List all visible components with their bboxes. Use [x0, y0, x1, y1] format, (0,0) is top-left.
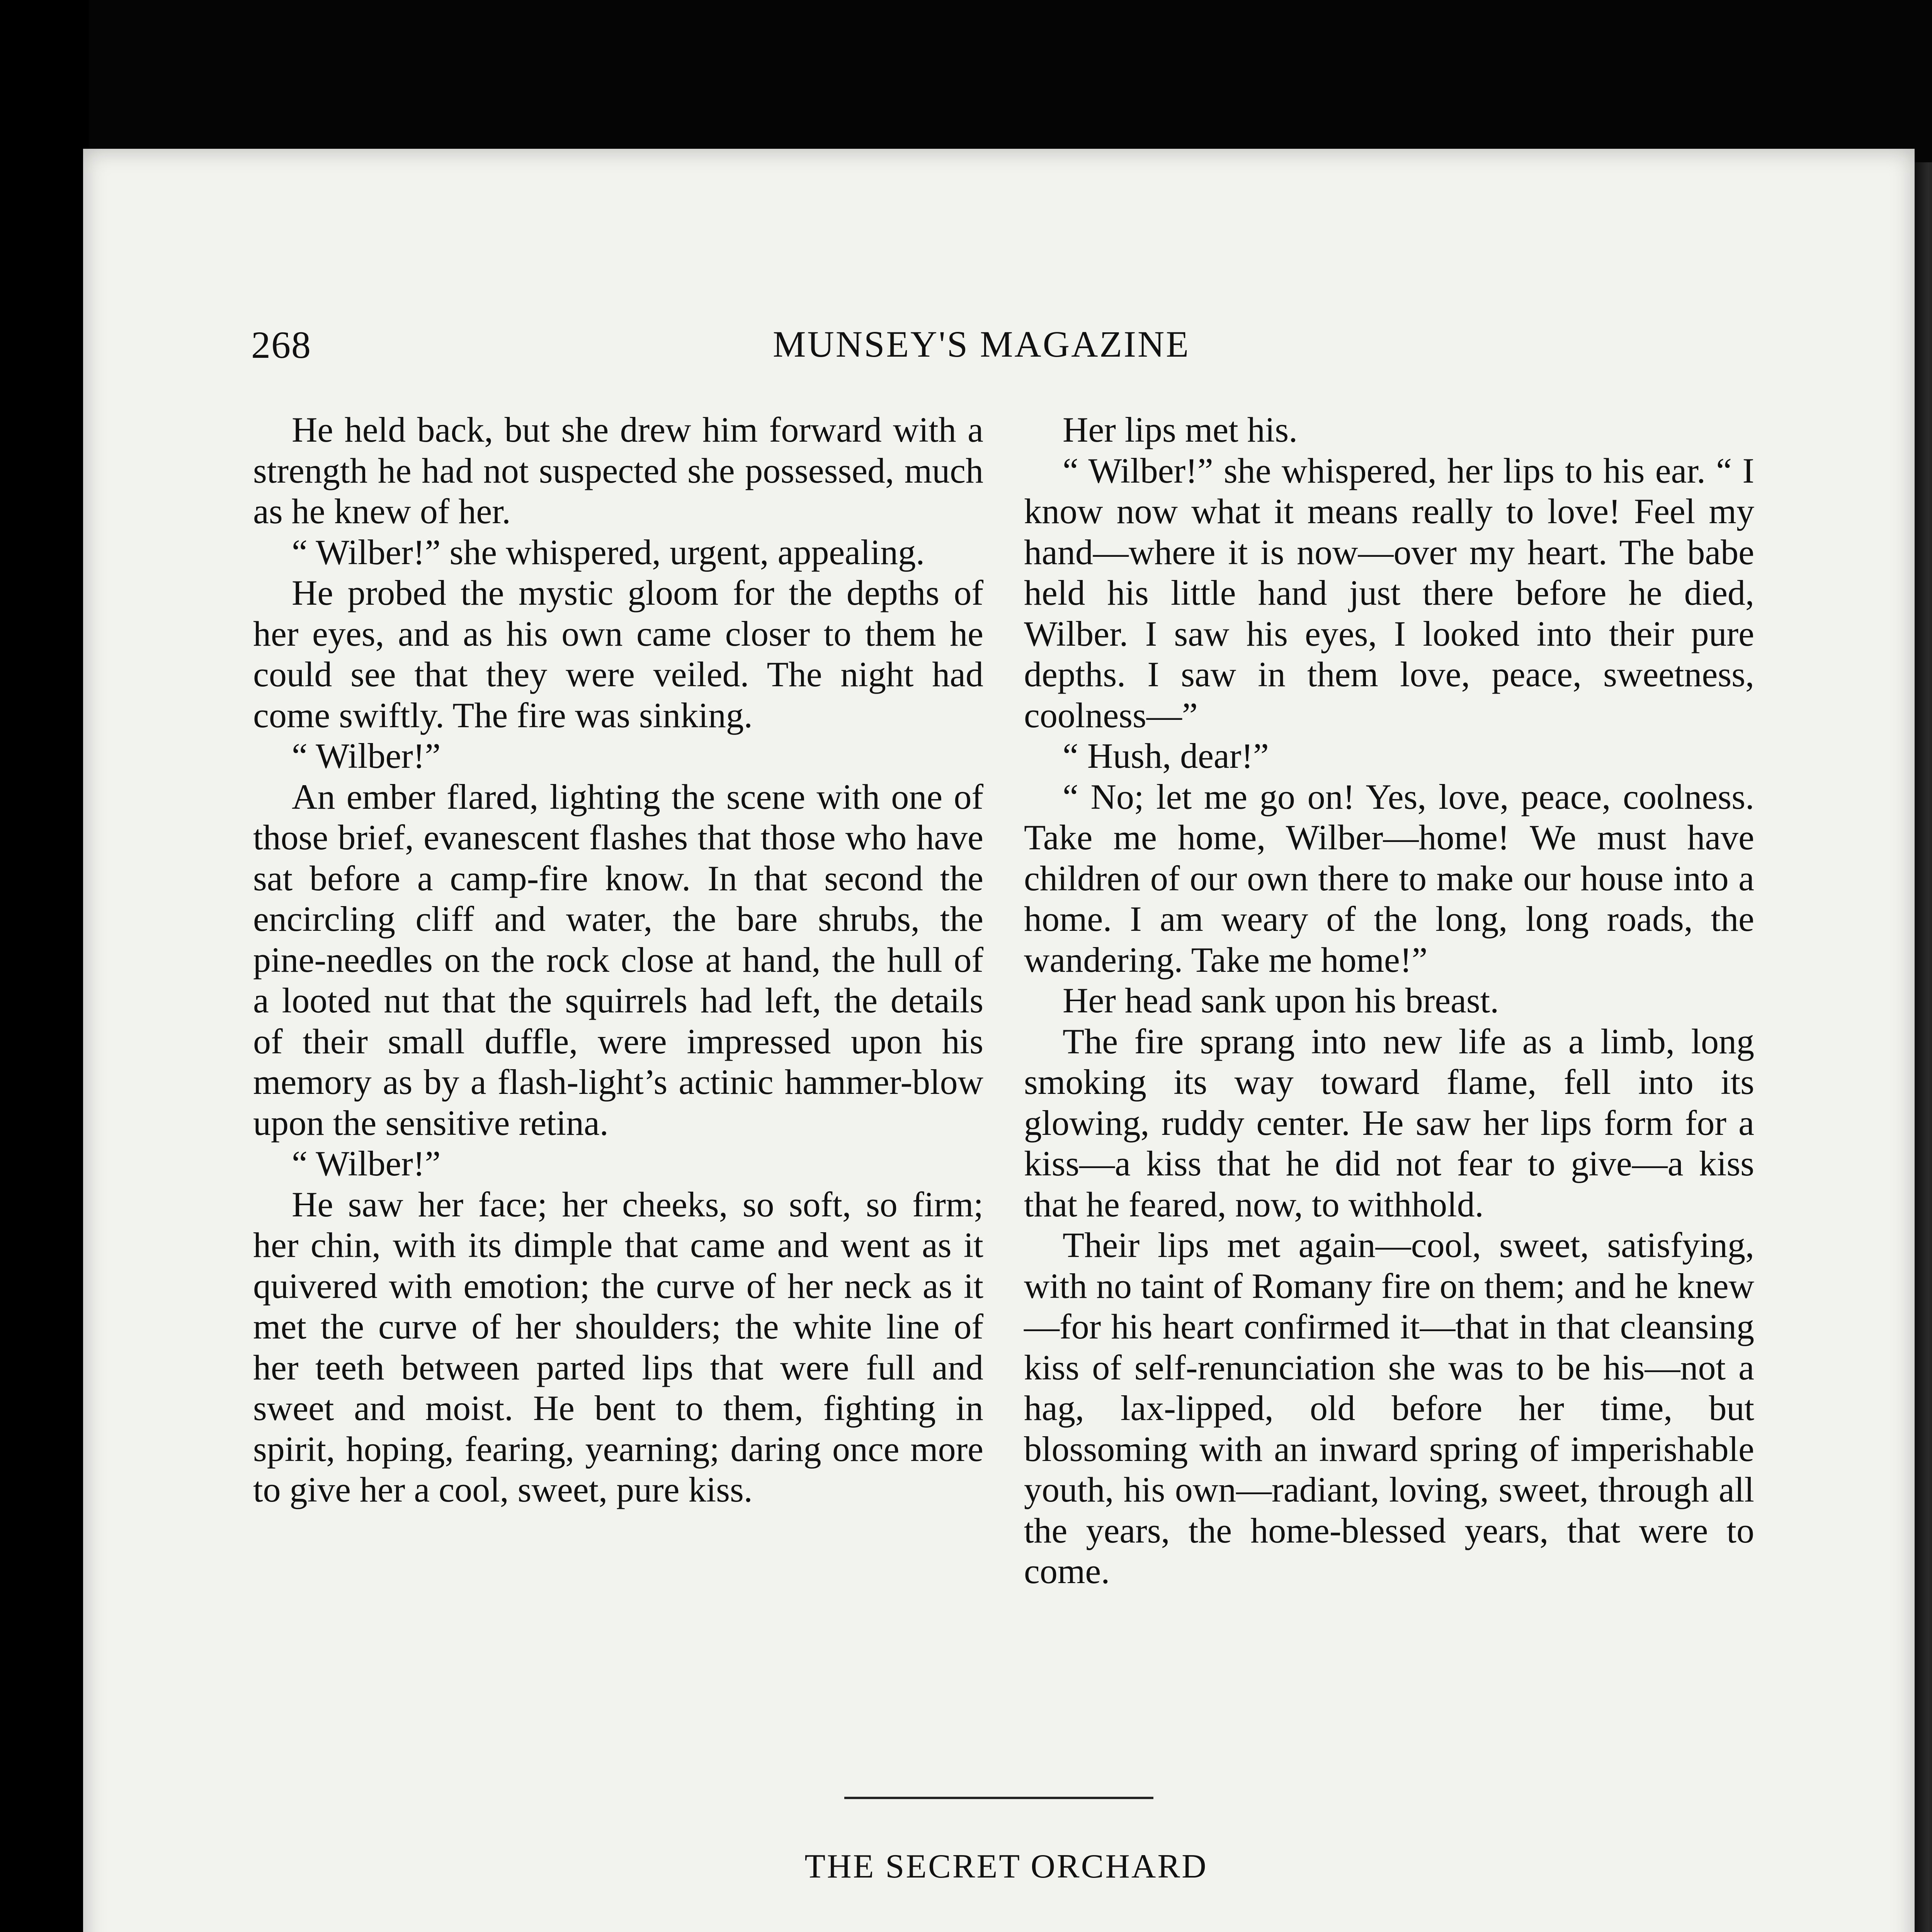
paragraph: He probed the mystic gloom for the depths of her eyes, and as his own came closer to them he could see that they were veiled. The night had come swiftly. The fire was sinking. — [253, 573, 983, 735]
paragraph: An ember flared, lighting the scene with one of those brief, evanescent flashes that those who have sat before a camp-fire know. In that second the encircling cliff and water, the bare shrubs, the pine-needles on the rock close at hand, the hull of a looted nut that the squirrels had left, the details of their small duffle, were impressed upon his memory as by a flash-light’s actinic hammer-blow upon the sensitive retina. — [253, 777, 983, 1143]
paragraph: “ No; let me go on! Yes, love, peace, coolness. Take me home, Wilber—home! We must have children of our own there to make our house into a home. I am weary of the long, long roads, the wandering. Take me home!” — [1024, 777, 1754, 980]
paragraph: He saw her face; her cheeks, so soft, so firm; her chin, with its dimple that came and went as it quivered with emotion; the curve of her neck as it met the curve of her shoulders; the white line of her teeth between parted lips that were full and sweet and moist. He bent to them, fighting in spirit, hoping, fearing, yearning; daring once more to give her a cool, sweet, pure kiss. — [253, 1184, 983, 1509]
paragraph: “ Wilber!” she whispered, urgent, appealing. — [292, 532, 925, 572]
paragraph: “ Wilber!” — [292, 736, 441, 776]
right-column — [1024, 410, 1754, 1592]
left-column — [253, 410, 983, 1510]
paragraph: “ Hush, dear!” — [1063, 736, 1269, 776]
page-number: 268 — [251, 323, 311, 366]
running-header: MUNSEY'S MAGAZINE — [773, 323, 1190, 365]
paragraph: Their lips met again—cool, sweet, satisfying, with no taint of Romany fire on them; and he knew—for his heart confirmed it—that in that cleansing kiss of self-renunciation she was to be his—not a hag, lax-lipped, old before her time, but blossoming with an inward spring of imperishable youth, his own—radiant, loving, sweet, through all the years, the home-blessed years, that were to come. — [1024, 1225, 1754, 1591]
paragraph: Her lips met his. — [1063, 410, 1298, 449]
paragraph: “ Wilber!” she whispered, her lips to his ear. “ I know now what it means really to love! Feel my hand—where it is now—over my heart. The babe held his little hand just there before he died, Wilber. I saw his eyes, I looked into their pure depths. I saw in them love, peace, sweetness, coolness—” — [1024, 451, 1754, 735]
paragraph: Her head sank upon his breast. — [1063, 981, 1499, 1020]
scan-border — [0, 0, 89, 1932]
paragraph: “ Wilber!” — [292, 1144, 441, 1183]
paragraph: The fire sprang into new life as a limb, long smoking its way toward flame, fell into its glowing, ruddy center. He saw her lips form for a kiss—a kiss that he did not fear to give—a kiss that he feared, now, to withhold. — [1024, 1021, 1754, 1224]
paragraph: He held back, but she drew him forward with a strength he had not suspected she possessed, much as he knew of her. — [253, 410, 983, 531]
stanza — [728, 1928, 1424, 1932]
poem-line — [728, 1928, 1424, 1932]
poem-title: THE SECRET ORCHARD — [804, 1848, 1208, 1885]
page-edge — [1915, 162, 1932, 1932]
poem-body — [728, 1928, 1424, 1932]
section-divider — [844, 1797, 1153, 1799]
